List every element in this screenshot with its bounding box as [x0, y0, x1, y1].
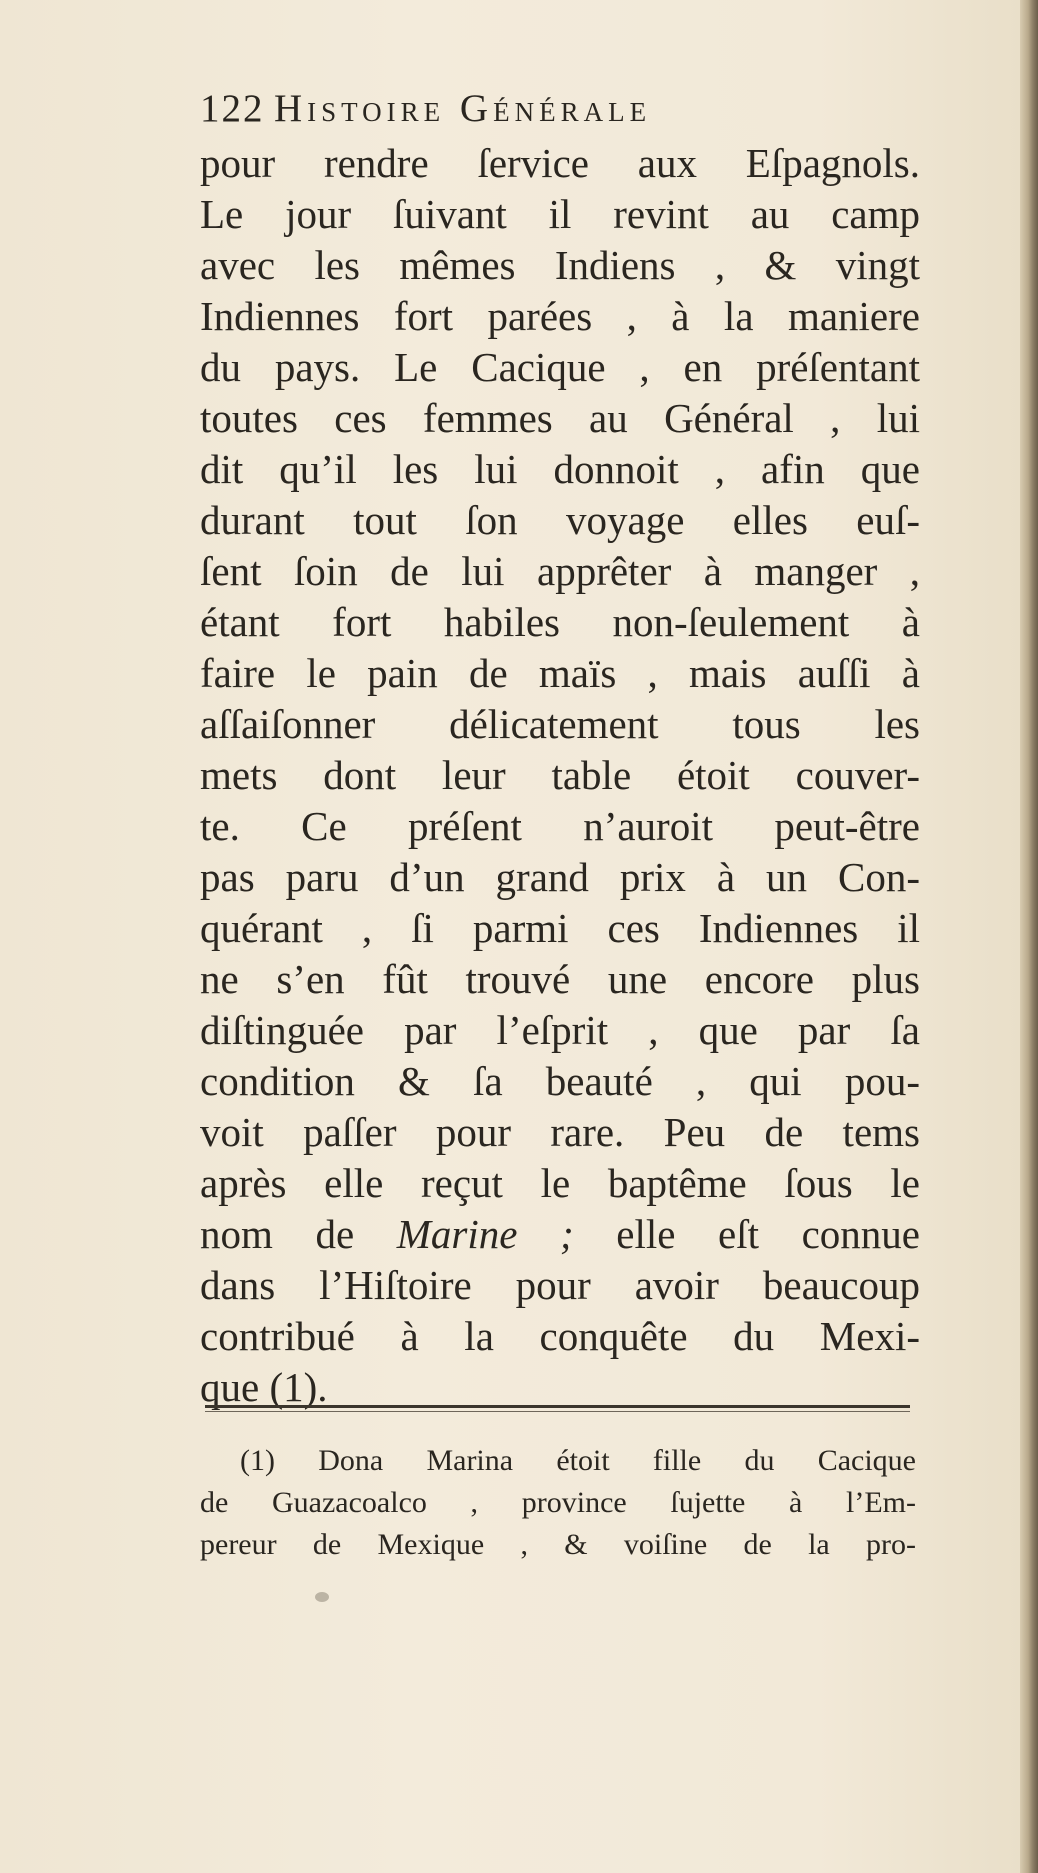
running-title: Histoire Générale — [274, 87, 652, 130]
body-text — [200, 138, 920, 1413]
footnote — [200, 1440, 916, 1566]
text-line: contribué à la conquête du Mexi- — [200, 1313, 920, 1359]
text-line: mets dont leur table étoit couver- — [200, 752, 920, 798]
text-line: Indiennes fort parées , à la maniere — [200, 293, 920, 339]
text-line: te. Ce préſent n’auroit peut-être — [200, 803, 920, 849]
text-line: condition & ſa beauté , qui pou- — [200, 1058, 920, 1104]
text-line: Le jour ſuivant il revint au camp — [200, 191, 920, 237]
text-line: quérant , ſi parmi ces Indiennes il — [200, 905, 920, 951]
footnote-line: (1) Dona Marina étoit fille du Cacique — [240, 1444, 916, 1477]
text-line: dit qu’il les lui donnoit , afin que — [200, 446, 920, 492]
text-line: avec les mêmes Indiens , & vingt — [200, 242, 920, 288]
footnote-rule — [205, 1405, 910, 1408]
marine-line-before: nom de — [200, 1211, 397, 1257]
marine-line-after: elle eſt connue — [573, 1211, 920, 1257]
text-line-marine — [200, 1209, 920, 1260]
page-number: 122 — [200, 87, 265, 130]
text-line: faire le pain de maïs , mais auſſi à — [200, 650, 920, 696]
footnote-line: pereur de Mexique , & voiſine de la pro- — [200, 1528, 916, 1561]
text-line: toutes ces femmes au Général , lui — [200, 395, 920, 441]
ink-smudge — [315, 1592, 329, 1602]
text-line: étant fort habiles non-ſeulement à — [200, 599, 920, 645]
text-line-last: que (1). — [200, 1364, 328, 1410]
page-header — [200, 84, 880, 134]
page-edge-shadow — [1020, 0, 1038, 1873]
text-line: après elle reçut le baptême ſous le — [200, 1160, 920, 1206]
text-line: ſent ſoin de lui apprêter à manger , — [200, 548, 920, 594]
text-line: pas paru d’un grand prix à un Con- — [200, 854, 920, 900]
footnote-line: de Guazacoalco , province ſujette à l’Em- — [200, 1486, 916, 1519]
text-line: dans l’Hiſtoire pour avoir beaucoup — [200, 1262, 920, 1308]
text-line: pour rendre ſervice aux Eſpagnols. — [200, 140, 920, 186]
footnote-rule-thin — [205, 1411, 910, 1412]
text-line: durant tout ſon voyage elles euſ- — [200, 497, 920, 543]
text-line: ne s’en fût trouvé une encore plus — [200, 956, 920, 1002]
text-line: du pays. Le Cacique , en préſentant — [200, 344, 920, 390]
text-line: voit paſſer pour rare. Peu de tems — [200, 1109, 920, 1155]
text-line: diſtinguée par l’eſprit , que par ſa — [200, 1007, 920, 1053]
marine-name-italic: Marine ; — [396, 1211, 574, 1257]
text-line: aſſaiſonner délicatement tous les — [200, 701, 920, 747]
